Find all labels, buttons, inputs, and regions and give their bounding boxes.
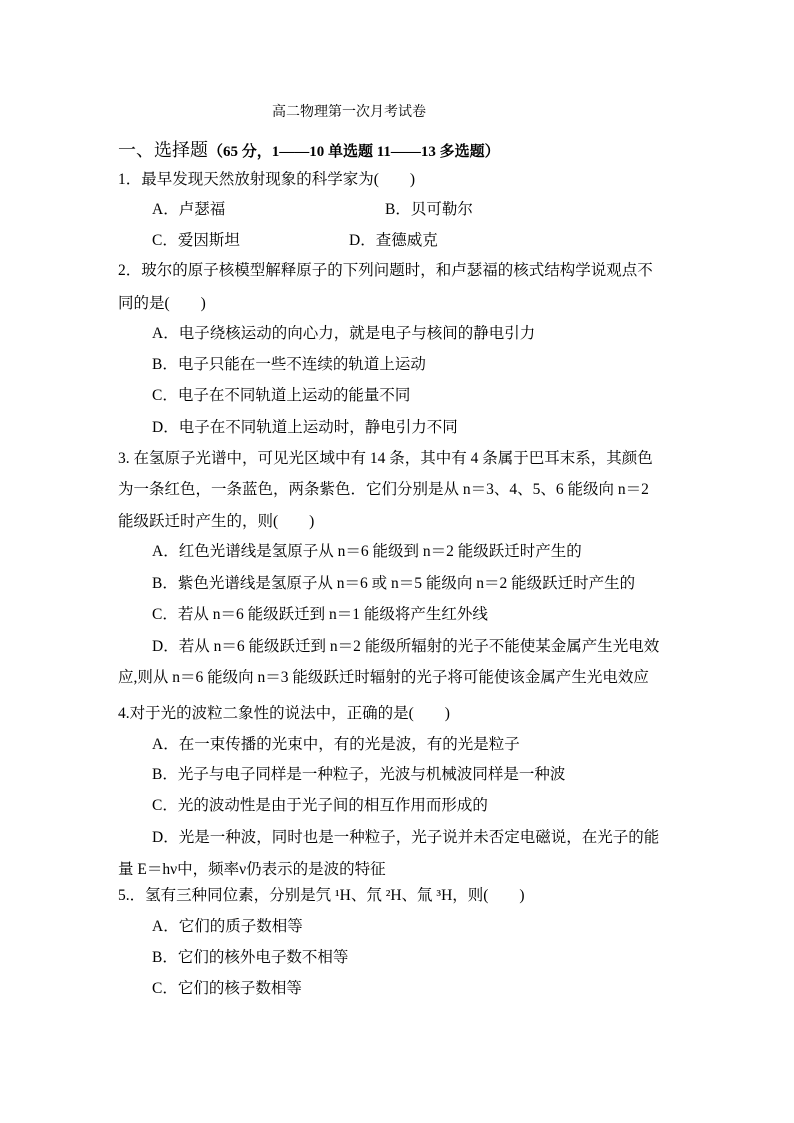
section-label: 一、选择题 bbox=[118, 140, 208, 160]
question-1-option-c: C．爱因斯坦 bbox=[152, 232, 240, 249]
question-4-stem: 4.对于光的波粒二象性的说法中，正确的是( ) bbox=[118, 705, 450, 722]
question-2-option-d: D．电子在不同轨道上运动时，静电引力不同 bbox=[152, 419, 458, 436]
question-5-option-b: B．它们的核外电子数不相等 bbox=[152, 949, 349, 966]
question-1-stem: 1．最早发现天然放射现象的科学家为( ) bbox=[118, 171, 416, 188]
question-4-option-d: D．光是一种波，同时也是一种粒子，光子说并未否定电磁说，在光子的能 bbox=[152, 829, 660, 846]
question-1-option-d: D．查德威克 bbox=[349, 232, 438, 249]
question-2-option-a: A．电子绕核运动的向心力，就是电子与核间的静电引力 bbox=[152, 325, 536, 342]
question-5-stem: 5.．氢有三种同位素，分别是氕 ¹H、氘 ²H、氚 ³H，则( ) bbox=[118, 887, 525, 904]
question-2-stem-line-2: 同的是( ) bbox=[118, 295, 206, 312]
question-1-option-a: A．卢瑟福 bbox=[152, 201, 226, 218]
question-5-option-a: A．它们的质子数相等 bbox=[152, 918, 303, 935]
question-2-stem-line-1: 2．玻尔的原子核模型解释原子的下列问题时，和卢瑟福的核式结构学说观点不 bbox=[118, 262, 653, 279]
question-2-option-b: B．电子只能在一些不连续的轨道上运动 bbox=[152, 356, 426, 373]
question-4-option-a: A．在一束传播的光束中，有的光是波，有的光是粒子 bbox=[152, 736, 520, 753]
question-4-option-c: C．光的波动性是由于光子间的相互作用而形成的 bbox=[152, 797, 488, 814]
question-4-option-d-continuation: 量 E＝hν中，频率ν仍表示的是波的特征 bbox=[118, 861, 386, 878]
question-3-stem-line-2: 为一条红色，一条蓝色，两条紫色．它们分别是从 n＝3、4、5、6 能级向 n＝2 bbox=[118, 481, 649, 498]
question-3-option-d: D．若从 n＝6 能级跃迁到 n＝2 能级所辐射的光子不能使某金属产生光电效 bbox=[152, 638, 660, 655]
question-3-option-c: C．若从 n＝6 能级跃迁到 n＝1 能级将产生红外线 bbox=[152, 606, 488, 623]
question-5-option-c: C．它们的核子数相等 bbox=[152, 980, 302, 997]
exam-title: 高二物理第一次月考试卷 bbox=[272, 105, 426, 120]
question-3-stem-line-3: 能级跃迁时产生的，则( ) bbox=[118, 513, 315, 530]
question-2-option-c: C．电子在不同轨道上运动的能量不同 bbox=[152, 387, 411, 404]
question-3-option-a: A．红色光谱线是氢原子从 n＝6 能级到 n＝2 能级跃迁时产生的 bbox=[152, 543, 582, 560]
question-4-option-b: B．光子与电子同样是一种粒子，光波与机械波同样是一种波 bbox=[152, 766, 566, 783]
question-3-option-d-continuation: 应,则从 n＝6 能级向 n＝3 能级跃迁时辐射的光子将可能使该金属产生光电效应 bbox=[118, 669, 649, 686]
question-1-option-b: B．贝可勒尔 bbox=[385, 201, 473, 218]
question-3-stem-line-1: 3. 在氢原子光谱中，可见光区域中有 14 条，其中有 4 条属于巴耳末系，其颜色 bbox=[118, 450, 653, 467]
section-header bbox=[118, 139, 500, 163]
question-3-option-b: B．紫色光谱线是氢原子从 n＝6 或 n＝5 能级向 n＝2 能级跃迁时产生的 bbox=[152, 575, 636, 592]
section-note: （65 分，1——10 单选题 11——13 多选题） bbox=[208, 144, 500, 160]
